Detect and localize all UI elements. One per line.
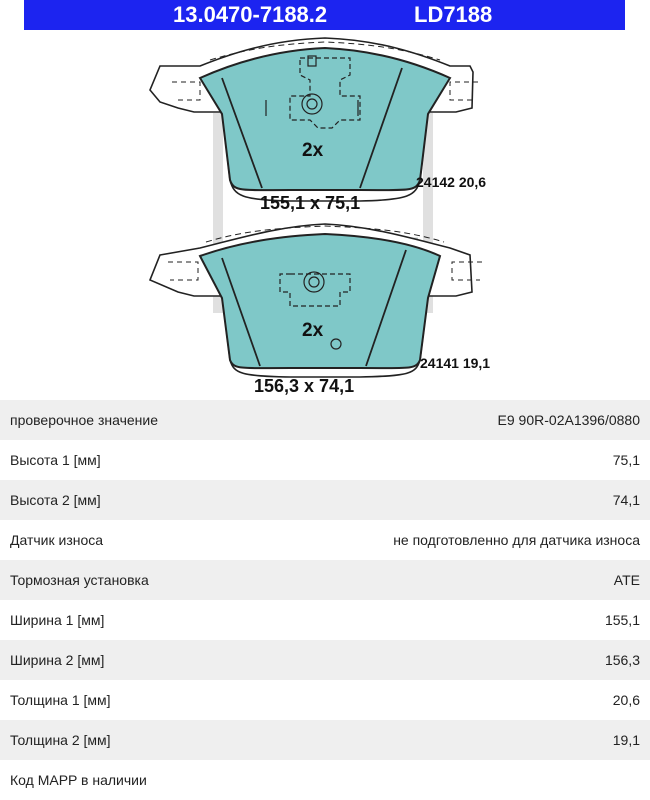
pad-bottom-dimensions: 156,3 x 74,1 bbox=[254, 376, 355, 396]
product-code: LD7188 bbox=[414, 2, 493, 27]
product-header bbox=[24, 0, 625, 30]
spec-label: Толщина 1 [мм] bbox=[10, 692, 111, 708]
spec-value: ATE bbox=[613, 572, 640, 588]
spec-row bbox=[0, 520, 650, 560]
spec-label: Тормозная установка bbox=[10, 572, 149, 588]
spec-row bbox=[0, 400, 650, 440]
spec-value: не подготовленно для датчика износа bbox=[393, 532, 640, 548]
spec-label: Высота 2 [мм] bbox=[10, 492, 101, 508]
pad-bottom-quantity: 2x bbox=[302, 320, 324, 341]
spec-label: Высота 1 [мм] bbox=[10, 452, 101, 468]
spec-row bbox=[0, 600, 650, 640]
spec-row bbox=[0, 480, 650, 520]
spec-row bbox=[0, 560, 650, 600]
spec-value: 75,1 bbox=[612, 452, 640, 468]
pad-top-dimensions: 155,1 x 75,1 bbox=[260, 193, 361, 213]
specs-table bbox=[0, 400, 650, 800]
spec-value: 156,3 bbox=[604, 652, 640, 668]
spec-row bbox=[0, 440, 650, 480]
brake-pad-drawing bbox=[0, 30, 650, 400]
spec-row bbox=[0, 720, 650, 760]
spec-label: Толщина 2 [мм] bbox=[10, 732, 111, 748]
spec-row bbox=[0, 680, 650, 720]
spec-label: Ширина 1 [мм] bbox=[10, 612, 105, 628]
spec-label: Датчик износа bbox=[10, 532, 104, 548]
spec-value: E9 90R-02A1396/0880 bbox=[497, 412, 640, 428]
pad-top-reference: 24142 20,6 bbox=[416, 174, 487, 190]
spec-label: проверочное значение bbox=[10, 412, 159, 428]
spec-row bbox=[0, 760, 650, 800]
pad-top-quantity: 2x bbox=[302, 140, 324, 161]
spec-value: 20,6 bbox=[612, 692, 640, 708]
spec-label: Ширина 2 [мм] bbox=[10, 652, 105, 668]
spec-value: 155,1 bbox=[604, 612, 640, 628]
part-number: 13.0470-7188.2 bbox=[173, 2, 328, 27]
pad-bottom-reference: 24141 19,1 bbox=[420, 355, 491, 371]
spec-row bbox=[0, 640, 650, 680]
brake-pad-svg bbox=[0, 30, 650, 400]
spec-value: 74,1 bbox=[612, 492, 640, 508]
spec-value: 19,1 bbox=[612, 732, 640, 748]
spec-label: Код MAPP в наличии bbox=[10, 772, 147, 788]
